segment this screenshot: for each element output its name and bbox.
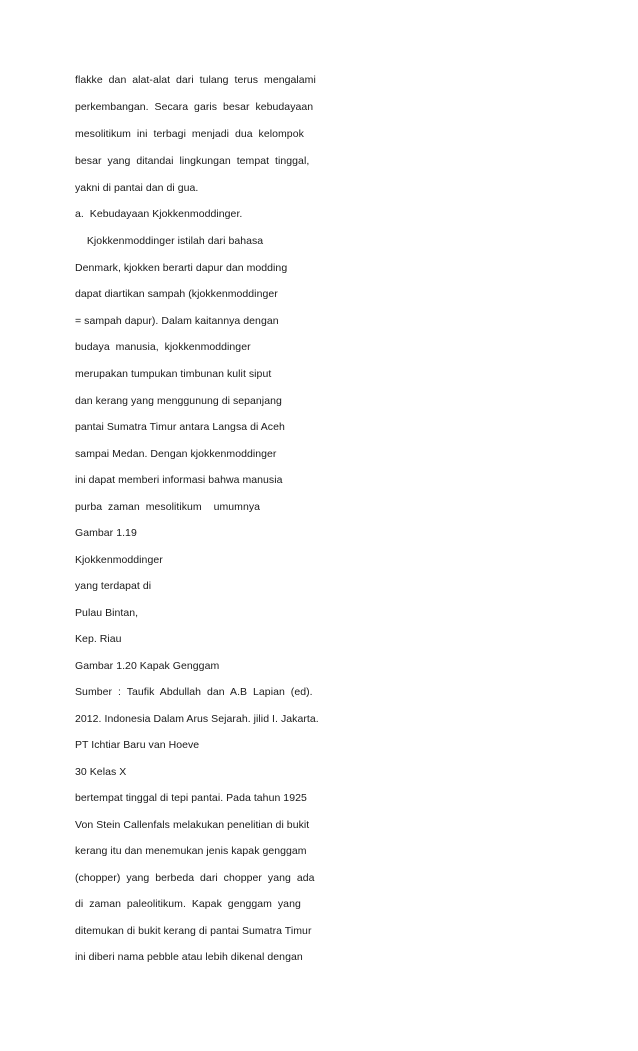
section-heading: a. Kebudayaan Kjokkenmoddinger. <box>75 208 243 220</box>
text-line: pantai Sumatra Timur antara Langsa di Aceh <box>75 421 285 433</box>
text-line: budaya manusia, kjokkenmoddinger <box>75 341 251 353</box>
text-line: ini dapat memberi informasi bahwa manusia <box>75 474 283 486</box>
text-line: Denmark, kjokken berarti dapur dan modding <box>75 262 288 274</box>
text-line: Kjokkenmoddinger istilah dari bahasa <box>75 235 264 247</box>
figure-caption: Gambar 1.19 <box>75 527 137 539</box>
figure-caption: Kep. Riau <box>75 633 122 645</box>
figure-caption: Gambar 1.20 Kapak Genggam <box>75 660 220 672</box>
text-line: flakke dan alat-alat dari tulang terus mengalami <box>75 74 316 86</box>
figure-caption: Pulau Bintan, <box>75 607 139 619</box>
figure-caption: yang terdapat di <box>75 580 152 592</box>
text-line: dapat diartikan sampah (kjokkenmoddinger <box>75 288 278 300</box>
source-citation: PT Ichtiar Baru van Hoeve <box>75 739 200 751</box>
source-citation: Sumber : Taufik Abdullah dan A.B Lapian (ed). <box>75 686 313 698</box>
text-line: mesolitikum ini terbagi menjadi dua kelompok <box>75 128 304 140</box>
text-line: dan kerang yang menggunung di sepanjang <box>75 395 282 407</box>
text-line: ini diberi nama pebble atau lebih dikenal dengan <box>75 951 303 963</box>
figure-caption: Kjokkenmoddinger <box>75 554 163 566</box>
text-line: besar yang ditandai lingkungan tempat tinggal, <box>75 155 310 167</box>
text-line: yakni di pantai dan di gua. <box>75 182 199 194</box>
text-line: sampai Medan. Dengan kjokkenmoddinger <box>75 448 277 460</box>
text-line: kerang itu dan menemukan jenis kapak genggam <box>75 845 307 857</box>
text-line: = sampah dapur). Dalam kaitannya dengan <box>75 315 279 327</box>
source-citation: 2012. Indonesia Dalam Arus Sejarah. jilid I. Jakarta. <box>75 713 319 725</box>
text-line: merupakan tumpukan timbunan kulit siput <box>75 368 272 380</box>
page-footer: 30 Kelas X <box>75 766 127 778</box>
text-line: bertempat tinggal di tepi pantai. Pada tahun 1925 <box>75 792 307 804</box>
text-line: (chopper) yang berbeda dari chopper yang ada <box>75 872 315 884</box>
text-line: purba zaman mesolitikum umumnya <box>75 501 261 513</box>
text-line: di zaman paleolitikum. Kapak genggam yang <box>75 898 301 910</box>
text-line: perkembangan. Secara garis besar kebudayaan <box>75 101 314 113</box>
text-line: Von Stein Callenfals melakukan penelitian di bukit <box>75 819 310 831</box>
text-line: ditemukan di bukit kerang di pantai Sumatra Timur <box>75 925 312 937</box>
